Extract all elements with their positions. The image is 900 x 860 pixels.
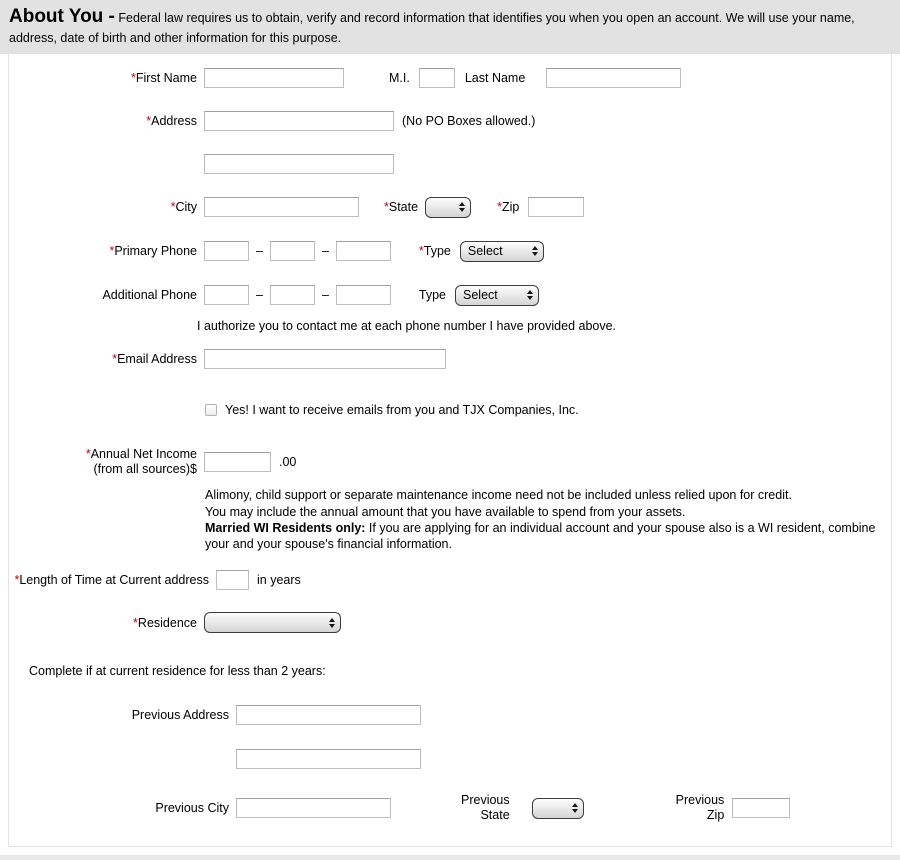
required-asterisk: * <box>85 446 91 461</box>
primary-phone-line-input[interactable] <box>336 241 391 261</box>
previous-residence-heading: Complete if at current residence for less than 2 years: <box>29 664 326 679</box>
required-asterisk: * <box>131 70 136 85</box>
email-input[interactable] <box>204 349 446 369</box>
required-asterisk: * <box>14 573 20 588</box>
previous-state-label-line2: State <box>480 808 510 823</box>
last-name-input[interactable] <box>546 68 681 88</box>
required-asterisk: * <box>170 200 176 215</box>
email-optin-checkbox[interactable] <box>205 404 217 416</box>
previous-state-label <box>461 793 510 823</box>
about-you-form <box>8 54 892 847</box>
email-label <box>9 352 197 366</box>
additional-phone-line-input[interactable] <box>336 285 391 305</box>
zip-label <box>497 200 519 214</box>
zip-label-text: Zip <box>501 200 520 215</box>
address-label <box>9 114 197 128</box>
income-label <box>9 447 197 477</box>
previous-address2-row <box>9 749 891 769</box>
address-note: (No PO Boxes allowed.) <box>402 113 536 128</box>
additional-phone-type-label <box>419 288 446 302</box>
first-name-label-text: First Name <box>135 70 197 85</box>
state-select[interactable] <box>425 197 471 218</box>
name-row <box>9 68 891 88</box>
length-of-time-suffix: in years <box>257 573 301 588</box>
required-asterisk: * <box>133 615 138 630</box>
length-of-time-input[interactable] <box>216 570 249 590</box>
income-row <box>9 447 891 477</box>
residence-label <box>9 616 197 630</box>
previous-state-label-line1: Previous <box>461 793 510 808</box>
previous-address-input[interactable] <box>236 705 421 725</box>
email-row <box>9 349 891 369</box>
city-label-text: City <box>175 200 197 215</box>
email-label-text: Email Address <box>117 351 197 366</box>
state-label <box>384 200 418 214</box>
additional-phone-type-label-text: Type <box>418 288 447 303</box>
residence-label-text: Residence <box>137 615 197 630</box>
select-arrows-icon <box>459 202 465 212</box>
email-optin-row <box>9 403 891 417</box>
income-note-line3 <box>205 520 883 553</box>
primary-phone-type-label <box>419 244 451 258</box>
primary-phone-row <box>9 241 891 262</box>
primary-phone-label-text: Primary Phone <box>114 244 197 259</box>
email-optin-label: Yes! I want to receive emails from you and TJX Companies, Inc. <box>225 402 579 417</box>
city-state-zip-row <box>9 197 891 218</box>
required-asterisk: * <box>109 244 115 259</box>
income-note-line3-bold: Married WI Residents only: <box>205 520 366 535</box>
previous-address2-input[interactable] <box>236 749 421 769</box>
income-label-line2: (from all sources)$ <box>93 461 197 476</box>
length-of-time-label <box>9 573 209 587</box>
previous-zip-label-line1: Previous <box>675 793 725 808</box>
residence-select[interactable] <box>204 612 341 633</box>
section-header <box>0 0 900 54</box>
primary-phone-type-value: Select <box>467 244 503 259</box>
previous-zip-input[interactable] <box>732 798 790 818</box>
income-label-line1 <box>9 447 197 462</box>
income-decimal-suffix: .00 <box>279 454 297 469</box>
income-note-line1: Alimony, child support or separate maintenance income need not be included unless relied upon for credit. <box>205 488 792 503</box>
length-of-time-row <box>9 570 891 590</box>
first-name-input[interactable] <box>204 68 344 88</box>
address2-input[interactable] <box>204 154 394 174</box>
primary-phone-label <box>9 244 197 258</box>
zip-input[interactable] <box>528 197 584 217</box>
primary-phone-type-select[interactable] <box>460 241 544 262</box>
income-input[interactable] <box>204 452 271 472</box>
select-arrows-icon <box>527 290 533 300</box>
section-title: About You - <box>9 6 115 27</box>
city-input[interactable] <box>204 197 359 217</box>
previous-zip-label-line2: Zip <box>706 808 725 823</box>
phone-separator: – <box>256 288 263 303</box>
required-asterisk: * <box>384 200 389 215</box>
residence-row <box>9 612 891 633</box>
previous-address-label: Previous Address <box>131 708 229 723</box>
income-label-line1-text: Annual Net Income <box>90 446 197 461</box>
income-note-line3-rest: If you are applying for an individual account and your spouse also is a WI resident, combine your and your spouse's financial information. <box>205 520 876 552</box>
phone-separator: – <box>321 288 329 303</box>
required-asterisk: * <box>146 113 152 128</box>
previous-city-input[interactable] <box>236 798 391 818</box>
middle-initial-input[interactable] <box>419 68 455 88</box>
additional-phone-row <box>9 285 891 306</box>
additional-phone-area-input[interactable] <box>204 285 249 305</box>
primary-phone-area-input[interactable] <box>204 241 249 261</box>
select-arrows-icon <box>329 618 335 628</box>
previous-zip-label <box>676 793 725 823</box>
next-section-divider <box>0 855 900 860</box>
income-notes <box>205 487 883 552</box>
phone-separator: – <box>256 244 263 259</box>
mi-label: M.I. <box>389 70 410 85</box>
state-label-text: State <box>388 200 419 215</box>
first-name-label <box>9 71 197 85</box>
income-note-line2: You may include the annual amount that you have available to spend from your assets. <box>205 504 686 519</box>
previous-state-select[interactable] <box>532 798 584 819</box>
section-description: Federal law requires us to obtain, verify and record information that identifies you when you open an account. We will use your name, address, date of birth and other information for this purpose. <box>9 11 855 45</box>
address-row <box>9 111 891 131</box>
additional-phone-type-select[interactable] <box>455 285 539 306</box>
address-input[interactable] <box>204 111 394 131</box>
primary-phone-prefix-input[interactable] <box>270 241 315 261</box>
select-arrows-icon <box>532 246 538 256</box>
phone-separator: – <box>321 244 329 259</box>
address2-row <box>9 154 891 174</box>
additional-phone-prefix-input[interactable] <box>270 285 315 305</box>
last-name-label: Last Name <box>464 70 526 85</box>
previous-city-label: Previous City <box>155 801 229 816</box>
previous-address-row <box>9 705 891 725</box>
additional-phone-type-value: Select <box>463 288 498 303</box>
required-asterisk: * <box>497 200 502 215</box>
primary-phone-type-label-text: Type <box>423 244 451 259</box>
address-label-text: Address <box>151 113 197 128</box>
previous-city-state-zip-row <box>9 793 891 823</box>
additional-phone-label-text: Additional Phone <box>102 288 197 303</box>
required-asterisk: * <box>112 351 118 366</box>
length-of-time-label-text: Length of Time at Current address <box>19 573 209 588</box>
additional-phone-label <box>9 288 197 302</box>
city-label <box>9 200 197 214</box>
required-asterisk: * <box>418 244 424 259</box>
phone-authorization-text: I authorize you to contact me at each phone number I have provided above. <box>197 318 617 333</box>
